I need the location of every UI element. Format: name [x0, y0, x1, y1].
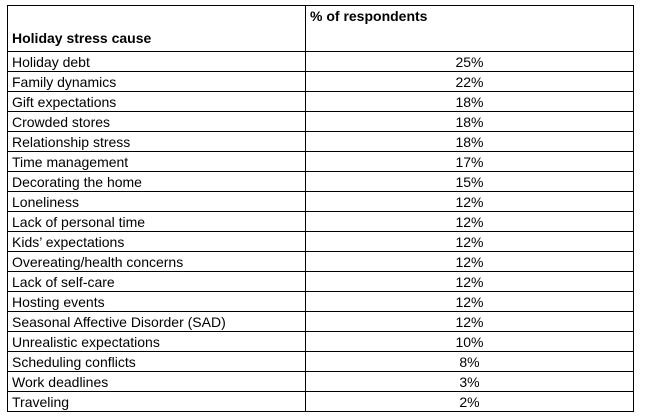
percent-cell: 2% [306, 392, 634, 412]
table-row [8, 92, 634, 112]
table-row [8, 112, 634, 132]
percent-cell: 3% [306, 372, 634, 392]
header-row [8, 6, 634, 52]
table-row [8, 332, 634, 352]
percent-cell: 10% [306, 332, 634, 352]
cause-cell: Seasonal Affective Disorder (SAD) [8, 312, 306, 332]
table-body [8, 52, 634, 412]
percent-cell: 12% [306, 272, 634, 292]
table-row [8, 352, 634, 372]
cause-cell: Decorating the home [8, 172, 306, 192]
percent-cell: 18% [306, 112, 634, 132]
table-row [8, 392, 634, 412]
table-row [8, 312, 634, 332]
percent-cell: 12% [306, 192, 634, 212]
percent-cell: 8% [306, 352, 634, 372]
cause-cell: Gift expectations [8, 92, 306, 112]
percent-cell: 12% [306, 292, 634, 312]
column-header-percent: % of respondents [306, 6, 634, 52]
cause-cell: Overeating/health concerns [8, 252, 306, 272]
table-row [8, 132, 634, 152]
percent-cell: 12% [306, 312, 634, 332]
percent-cell: 12% [306, 212, 634, 232]
column-header-cause: Holiday stress cause [8, 6, 306, 52]
cause-cell: Time management [8, 152, 306, 172]
percent-cell: 18% [306, 132, 634, 152]
table-row [8, 212, 634, 232]
table-row [8, 192, 634, 212]
cause-cell: Unrealistic expectations [8, 332, 306, 352]
cause-cell: Relationship stress [8, 132, 306, 152]
percent-cell: 12% [306, 232, 634, 252]
table-row [8, 152, 634, 172]
cause-cell: Traveling [8, 392, 306, 412]
table-row [8, 52, 634, 72]
cause-cell: Loneliness [8, 192, 306, 212]
cause-cell: Hosting events [8, 292, 306, 312]
percent-cell: 12% [306, 252, 634, 272]
cause-cell: Work deadlines [8, 372, 306, 392]
percent-cell: 22% [306, 72, 634, 92]
table-row [8, 72, 634, 92]
table-row [8, 252, 634, 272]
percent-cell: 25% [306, 52, 634, 72]
percent-cell: 15% [306, 172, 634, 192]
table-row [8, 372, 634, 392]
cause-cell: Lack of personal time [8, 212, 306, 232]
table-row [8, 272, 634, 292]
table-row [8, 292, 634, 312]
percent-cell: 17% [306, 152, 634, 172]
cause-cell: Lack of self-care [8, 272, 306, 292]
cause-cell: Holiday debt [8, 52, 306, 72]
cause-cell: Family dynamics [8, 72, 306, 92]
percent-cell: 18% [306, 92, 634, 112]
table-row [8, 172, 634, 192]
cause-cell: Kids’ expectations [8, 232, 306, 252]
cause-cell: Crowded stores [8, 112, 306, 132]
holiday-stress-table [7, 5, 634, 412]
cause-cell: Scheduling conflicts [8, 352, 306, 372]
table-row [8, 232, 634, 252]
